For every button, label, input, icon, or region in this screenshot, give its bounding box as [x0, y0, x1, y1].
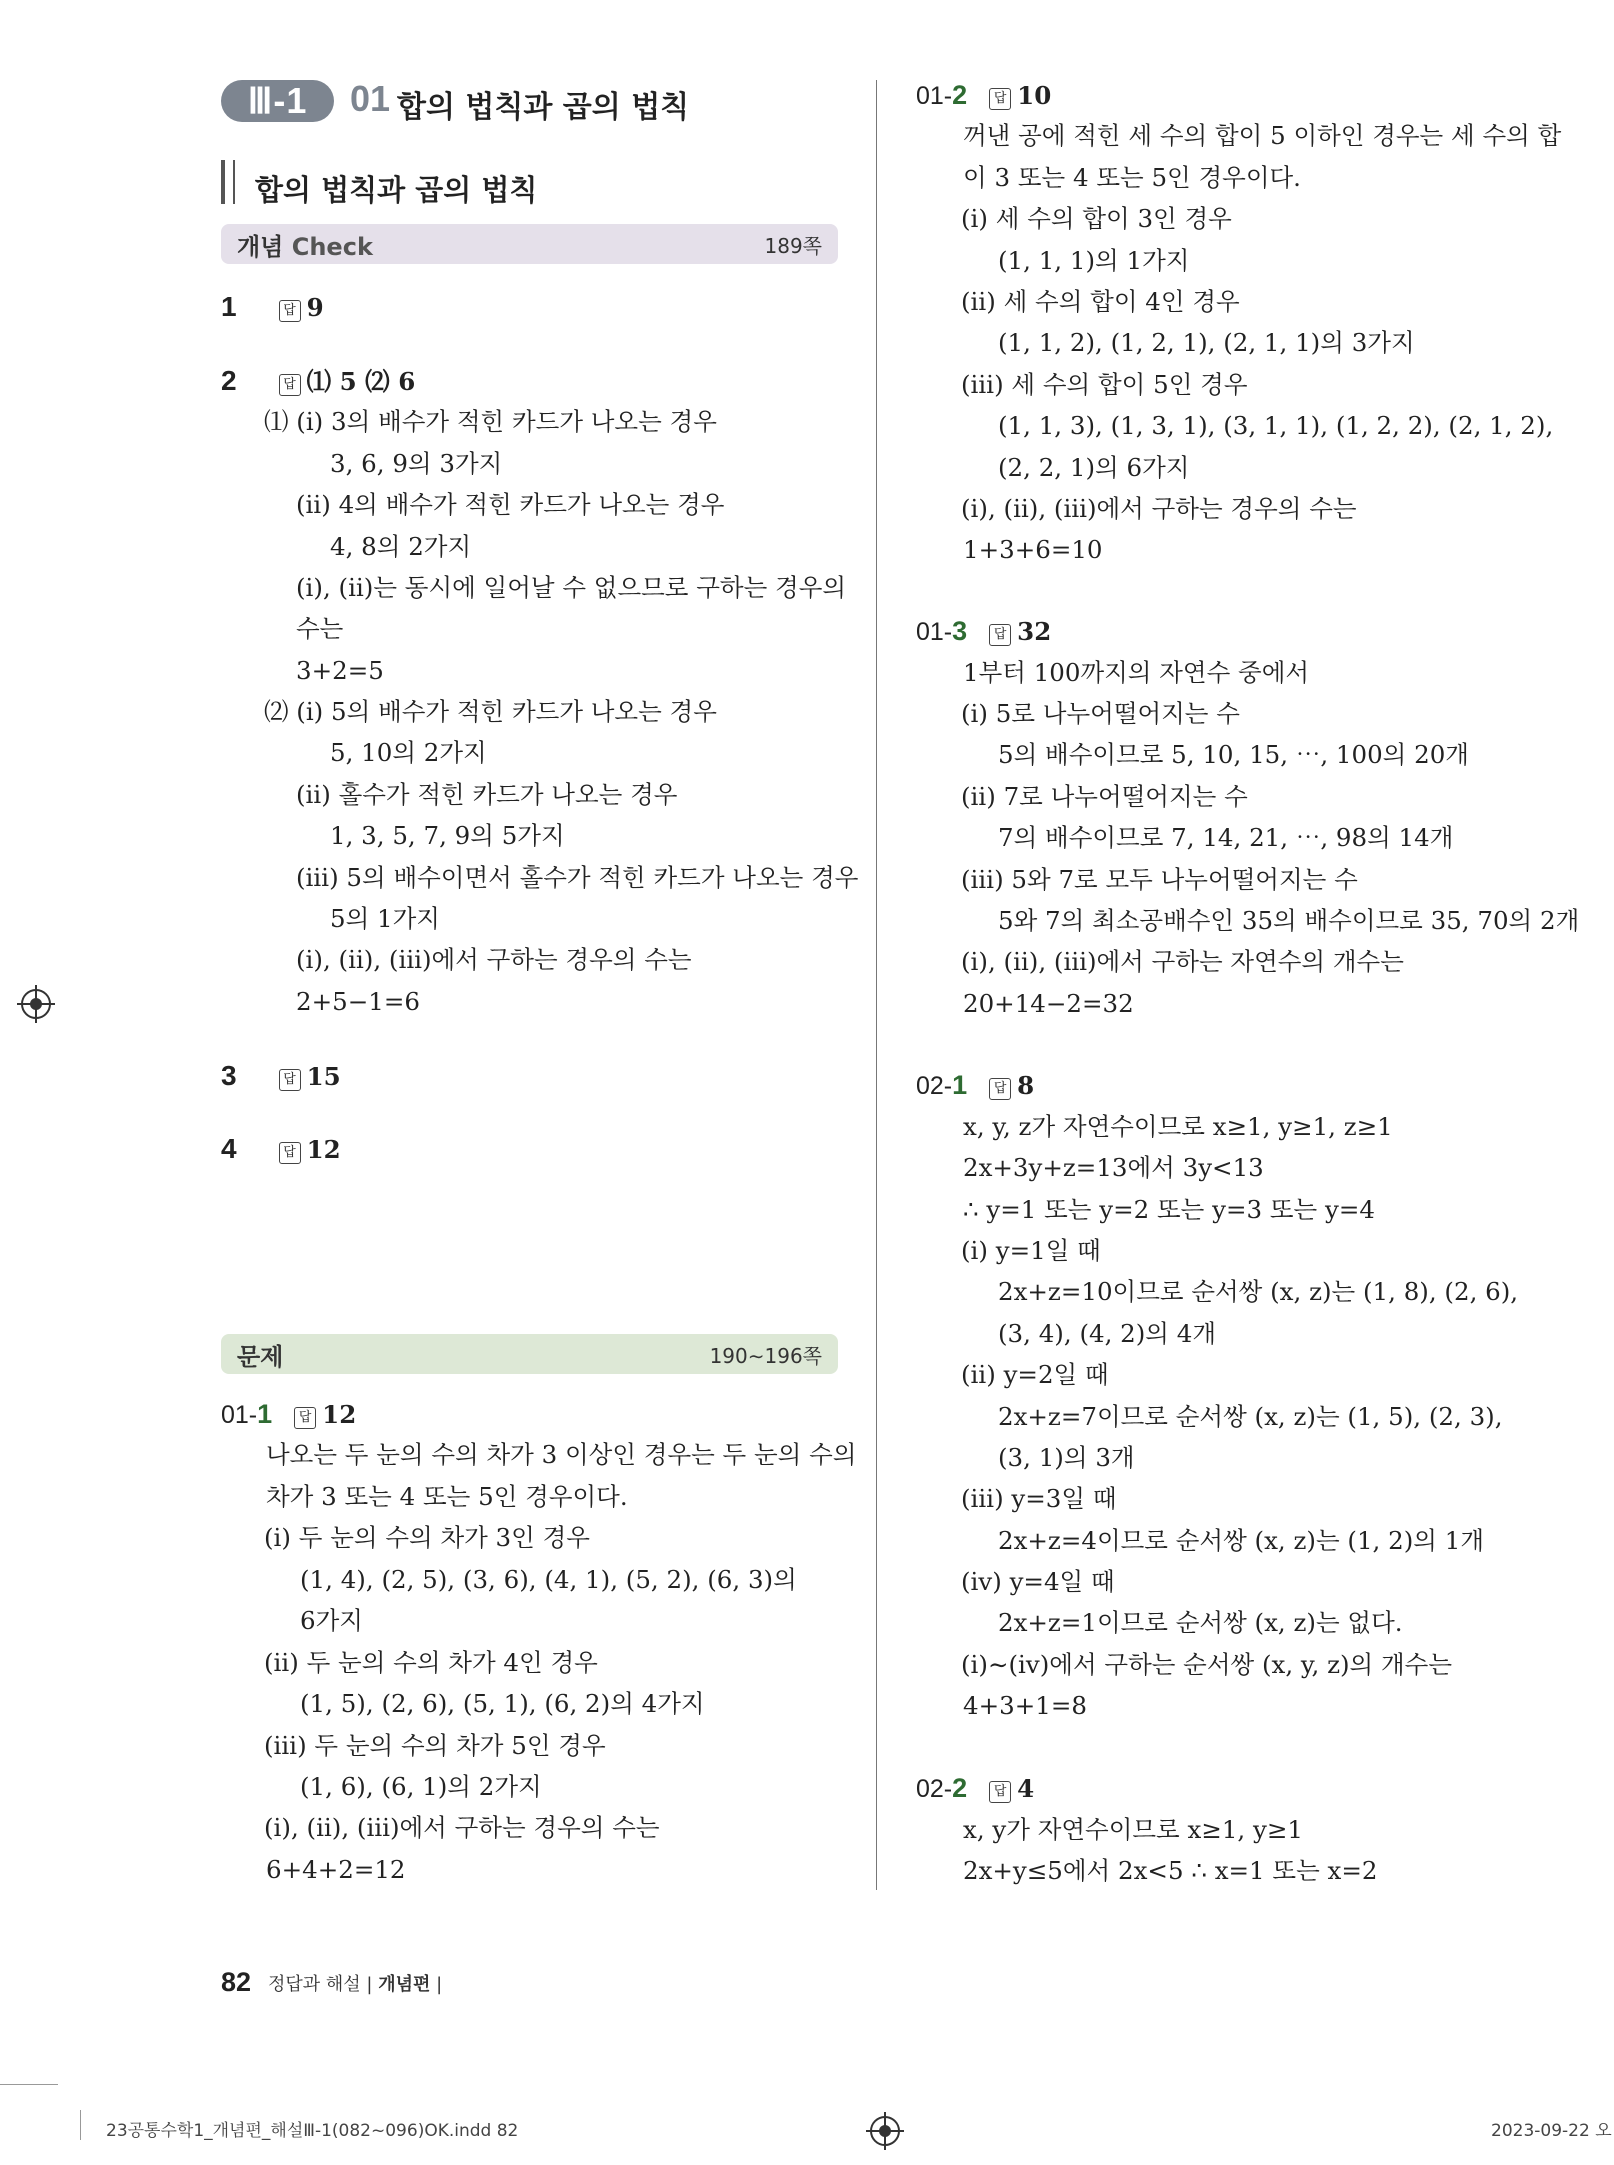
answer-value: ⑴ 5 ⑵ 6 [306, 367, 416, 396]
solution-line: 5의 1가지 [330, 904, 440, 933]
solution-line: 3, 6, 9의 3가지 [330, 449, 503, 478]
question-number: 3 [221, 1060, 237, 1091]
problem-number-suffix: 3 [952, 616, 968, 646]
solution-line: 6+4+2=12 [266, 1855, 406, 1884]
solution-line: 6가지 [300, 1606, 363, 1635]
solution-line: (3, 1)의 3개 [998, 1443, 1135, 1472]
solution-line: (1, 1, 2), (1, 2, 1), (2, 1, 1)의 3가지 [998, 328, 1415, 357]
unit-title: 합의 법칙과 곱의 법칙 [397, 90, 690, 125]
solution-line: 1+3+6=10 [963, 535, 1103, 564]
answer-value: 12 [306, 1135, 341, 1164]
problem-02-1 [916, 1070, 1034, 1101]
solution-line: 4, 8의 2가지 [330, 532, 472, 561]
solution-line: 2x+y≤5에서 2x<5 ∴ x=1 또는 x=2 [963, 1856, 1378, 1885]
problem-01-1 [221, 1399, 356, 1430]
answer-mark-icon: 답 [989, 1078, 1011, 1100]
answer-mark-icon: 답 [989, 1781, 1011, 1803]
concept-check-band [221, 224, 838, 264]
answer-value: 12 [322, 1400, 357, 1429]
solution-line: 차가 3 또는 4 또는 5인 경우이다. [266, 1482, 628, 1511]
concept-question-3 [221, 1061, 341, 1092]
problems-pages: 190∼196쪽 [709, 1343, 822, 1368]
solution-line: (1, 5), (2, 6), (5, 1), (6, 2)의 4가지 [300, 1689, 705, 1718]
problem-number: 02- [916, 1072, 953, 1100]
solution-line: 1, 3, 5, 7, 9의 5가지 [330, 821, 565, 850]
solution-line: (ⅱ) y=2일 때 [961, 1360, 1109, 1389]
problem-number: 02- [916, 1775, 953, 1803]
column-divider [876, 80, 877, 1890]
answer-mark-icon: 답 [294, 1407, 316, 1429]
solution-line: (ⅲ) 5의 배수이면서 홀수가 적힌 카드가 나오는 경우 [296, 863, 859, 892]
crop-mark [80, 2110, 81, 2140]
solution-line: (ⅰ) y=1일 때 [961, 1236, 1101, 1265]
solution-line: 나오는 두 눈의 수의 차가 3 이상인 경우는 두 눈의 수의 [266, 1440, 857, 1469]
answer-mark-icon: 답 [279, 374, 301, 396]
solution-line: (ⅰ), (ⅱ), (ⅲ)에서 구하는 자연수의 개수는 [961, 947, 1404, 976]
footer-label: 정답과 해설 | 개념편 | [268, 1974, 443, 1995]
print-slug-file: 23공통수학1_개념편_해설Ⅲ-1(082~096)OK.indd 82 [106, 2121, 519, 2141]
answer-value: 32 [1017, 617, 1052, 646]
answer-value: 8 [1017, 1071, 1035, 1100]
solution-line: ⑵ (ⅰ) 5의 배수가 적힌 카드가 나오는 경우 [264, 697, 717, 726]
problem-number-suffix: 1 [257, 1399, 273, 1429]
solution-line: 2x+z=7이므로 순서쌍 (x, z)는 (1, 5), (2, 3), [998, 1402, 1503, 1431]
answer-mark-icon: 답 [989, 88, 1011, 110]
answer-mark-icon: 답 [279, 1069, 301, 1091]
section-marker-icon [221, 160, 235, 204]
problems-band [221, 1334, 838, 1374]
solution-line: (ⅲ) y=3일 때 [961, 1484, 1117, 1513]
concept-question-2 [221, 366, 415, 397]
solution-line: (1, 4), (2, 5), (3, 6), (4, 1), (5, 2), (6, 3)의 [300, 1565, 797, 1594]
unit-badge: Ⅲ-1 [221, 80, 334, 122]
solution-line: (ⅳ) y=4일 때 [961, 1567, 1115, 1596]
solution-line: ∴ y=1 또는 y=2 또는 y=3 또는 y=4 [963, 1195, 1375, 1224]
concept-check-title: 개념 Check [237, 232, 373, 261]
answer-mark-icon: 답 [989, 624, 1011, 646]
question-number: 2 [221, 365, 237, 396]
solution-line: (ⅰ) 5로 나누어떨어지는 수 [961, 699, 1240, 728]
solution-line: 2x+z=10이므로 순서쌍 (x, z)는 (1, 8), (2, 6), [998, 1277, 1519, 1306]
solution-line: (ⅰ)∼(ⅳ)에서 구하는 순서쌍 (x, y, z)의 개수는 [961, 1650, 1453, 1679]
answer-mark-icon: 답 [279, 300, 301, 322]
problem-number: 01- [916, 618, 953, 646]
concept-question-4 [221, 1134, 341, 1165]
unit-number: 01 [350, 78, 391, 119]
solution-line: (1, 6), (6, 1)의 2가지 [300, 1772, 542, 1801]
problem-02-2 [916, 1773, 1034, 1804]
solution-line: (ⅱ) 세 수의 합이 4인 경우 [961, 287, 1240, 316]
solution-line: (1, 1, 1)의 1가지 [998, 246, 1190, 275]
solution-line: (3, 4), (4, 2)의 4개 [998, 1319, 1217, 1348]
problem-number-suffix: 2 [952, 80, 968, 110]
solution-line: 7의 배수이므로 7, 14, 21, ⋯, 98의 14개 [998, 823, 1454, 852]
solution-line: 2x+z=1이므로 순서쌍 (x, z)는 없다. [998, 1608, 1403, 1637]
solution-line: 2x+z=4이므로 순서쌍 (x, z)는 (1, 2)의 1개 [998, 1526, 1484, 1555]
page-number: 82 [221, 1967, 252, 1997]
problem-number: 01- [916, 82, 953, 110]
answer-value: 4 [1017, 1774, 1035, 1803]
question-number: 4 [221, 1133, 237, 1164]
solution-line: 3+2=5 [296, 656, 384, 685]
crop-mark [0, 2084, 58, 2085]
solution-line: (ⅱ) 홀수가 적힌 카드가 나오는 경우 [296, 780, 678, 809]
solution-line: 5의 배수이므로 5, 10, 15, ⋯, 100의 20개 [998, 740, 1469, 769]
section-title: 합의 법칙과 곱의 법칙 [255, 173, 538, 207]
problems-title: 문제 [237, 1342, 284, 1371]
solution-line: (1, 1, 3), (1, 3, 1), (3, 1, 1), (1, 2, 2), (2, 1, 2), [998, 411, 1554, 440]
problem-01-3 [916, 616, 1051, 647]
solution-line: 2+5−1=6 [296, 987, 420, 1016]
solution-line: 20+14−2=32 [963, 989, 1134, 1018]
solution-line: (ⅰ), (ⅱ)는 동시에 일어날 수 없으므로 구하는 경우의 [296, 573, 847, 602]
answer-value: 15 [306, 1062, 341, 1091]
solution-line: (ⅲ) 두 눈의 수의 차가 5인 경우 [264, 1731, 606, 1760]
solution-line: (ⅱ) 4의 배수가 적힌 카드가 나오는 경우 [296, 490, 725, 519]
solution-line: 꺼낸 공에 적힌 세 수의 합이 5 이하인 경우는 세 수의 합 [963, 121, 1562, 150]
solution-line: 이 3 또는 4 또는 5인 경우이다. [963, 163, 1301, 192]
solution-line: 5, 10의 2가지 [330, 738, 487, 767]
answer-mark-icon: 답 [279, 1142, 301, 1164]
solution-line: (ⅲ) 세 수의 합이 5인 경우 [961, 370, 1248, 399]
print-slug-date: 2023-09-22 오 [1491, 2121, 1612, 2141]
registration-mark-icon [870, 2116, 900, 2146]
solution-line: ⑴ (ⅰ) 3의 배수가 적힌 카드가 나오는 경우 [264, 407, 717, 436]
solution-line: (ⅰ), (ⅱ), (ⅲ)에서 구하는 경우의 수는 [264, 1813, 660, 1842]
problem-number: 01- [221, 1401, 258, 1429]
question-number: 1 [221, 291, 237, 322]
problem-number-suffix: 1 [952, 1070, 968, 1100]
solution-line: (ⅰ), (ⅱ), (ⅲ)에서 구하는 경우의 수는 [296, 945, 692, 974]
solution-line: (ⅰ), (ⅱ), (ⅲ)에서 구하는 경우의 수는 [961, 494, 1357, 523]
answer-value: 10 [1017, 81, 1052, 110]
solution-line: (ⅱ) 7로 나누어떨어지는 수 [961, 782, 1248, 811]
solution-line: (2, 2, 1)의 6가지 [998, 453, 1190, 482]
solution-line: (ⅲ) 5와 7로 모두 나누어떨어지는 수 [961, 865, 1358, 894]
concept-check-pages: 189쪽 [764, 233, 822, 258]
solution-line: (ⅰ) 세 수의 합이 3인 경우 [961, 204, 1232, 233]
solution-line: 5와 7의 최소공배수인 35의 배수이므로 35, 70의 2개 [998, 906, 1580, 935]
solution-line: 4+3+1=8 [963, 1691, 1087, 1720]
solution-line: (ⅱ) 두 눈의 수의 차가 4인 경우 [264, 1648, 598, 1677]
concept-question-1 [221, 292, 324, 323]
registration-mark-icon [21, 989, 51, 1019]
solution-line: (ⅰ) 두 눈의 수의 차가 3인 경우 [264, 1523, 590, 1552]
problem-number-suffix: 2 [952, 1773, 968, 1803]
solution-line: 수는 [296, 614, 344, 643]
solution-line: x, y, z가 자연수이므로 x≥1, y≥1, z≥1 [963, 1112, 1393, 1141]
solution-line: x, y가 자연수이므로 x≥1, y≥1 [963, 1815, 1303, 1844]
solution-line: 2x+3y+z=13에서 3y<13 [963, 1153, 1264, 1182]
answer-value: 9 [306, 293, 324, 322]
problem-01-2 [916, 80, 1051, 111]
solution-line: 1부터 100까지의 자연수 중에서 [963, 658, 1310, 687]
